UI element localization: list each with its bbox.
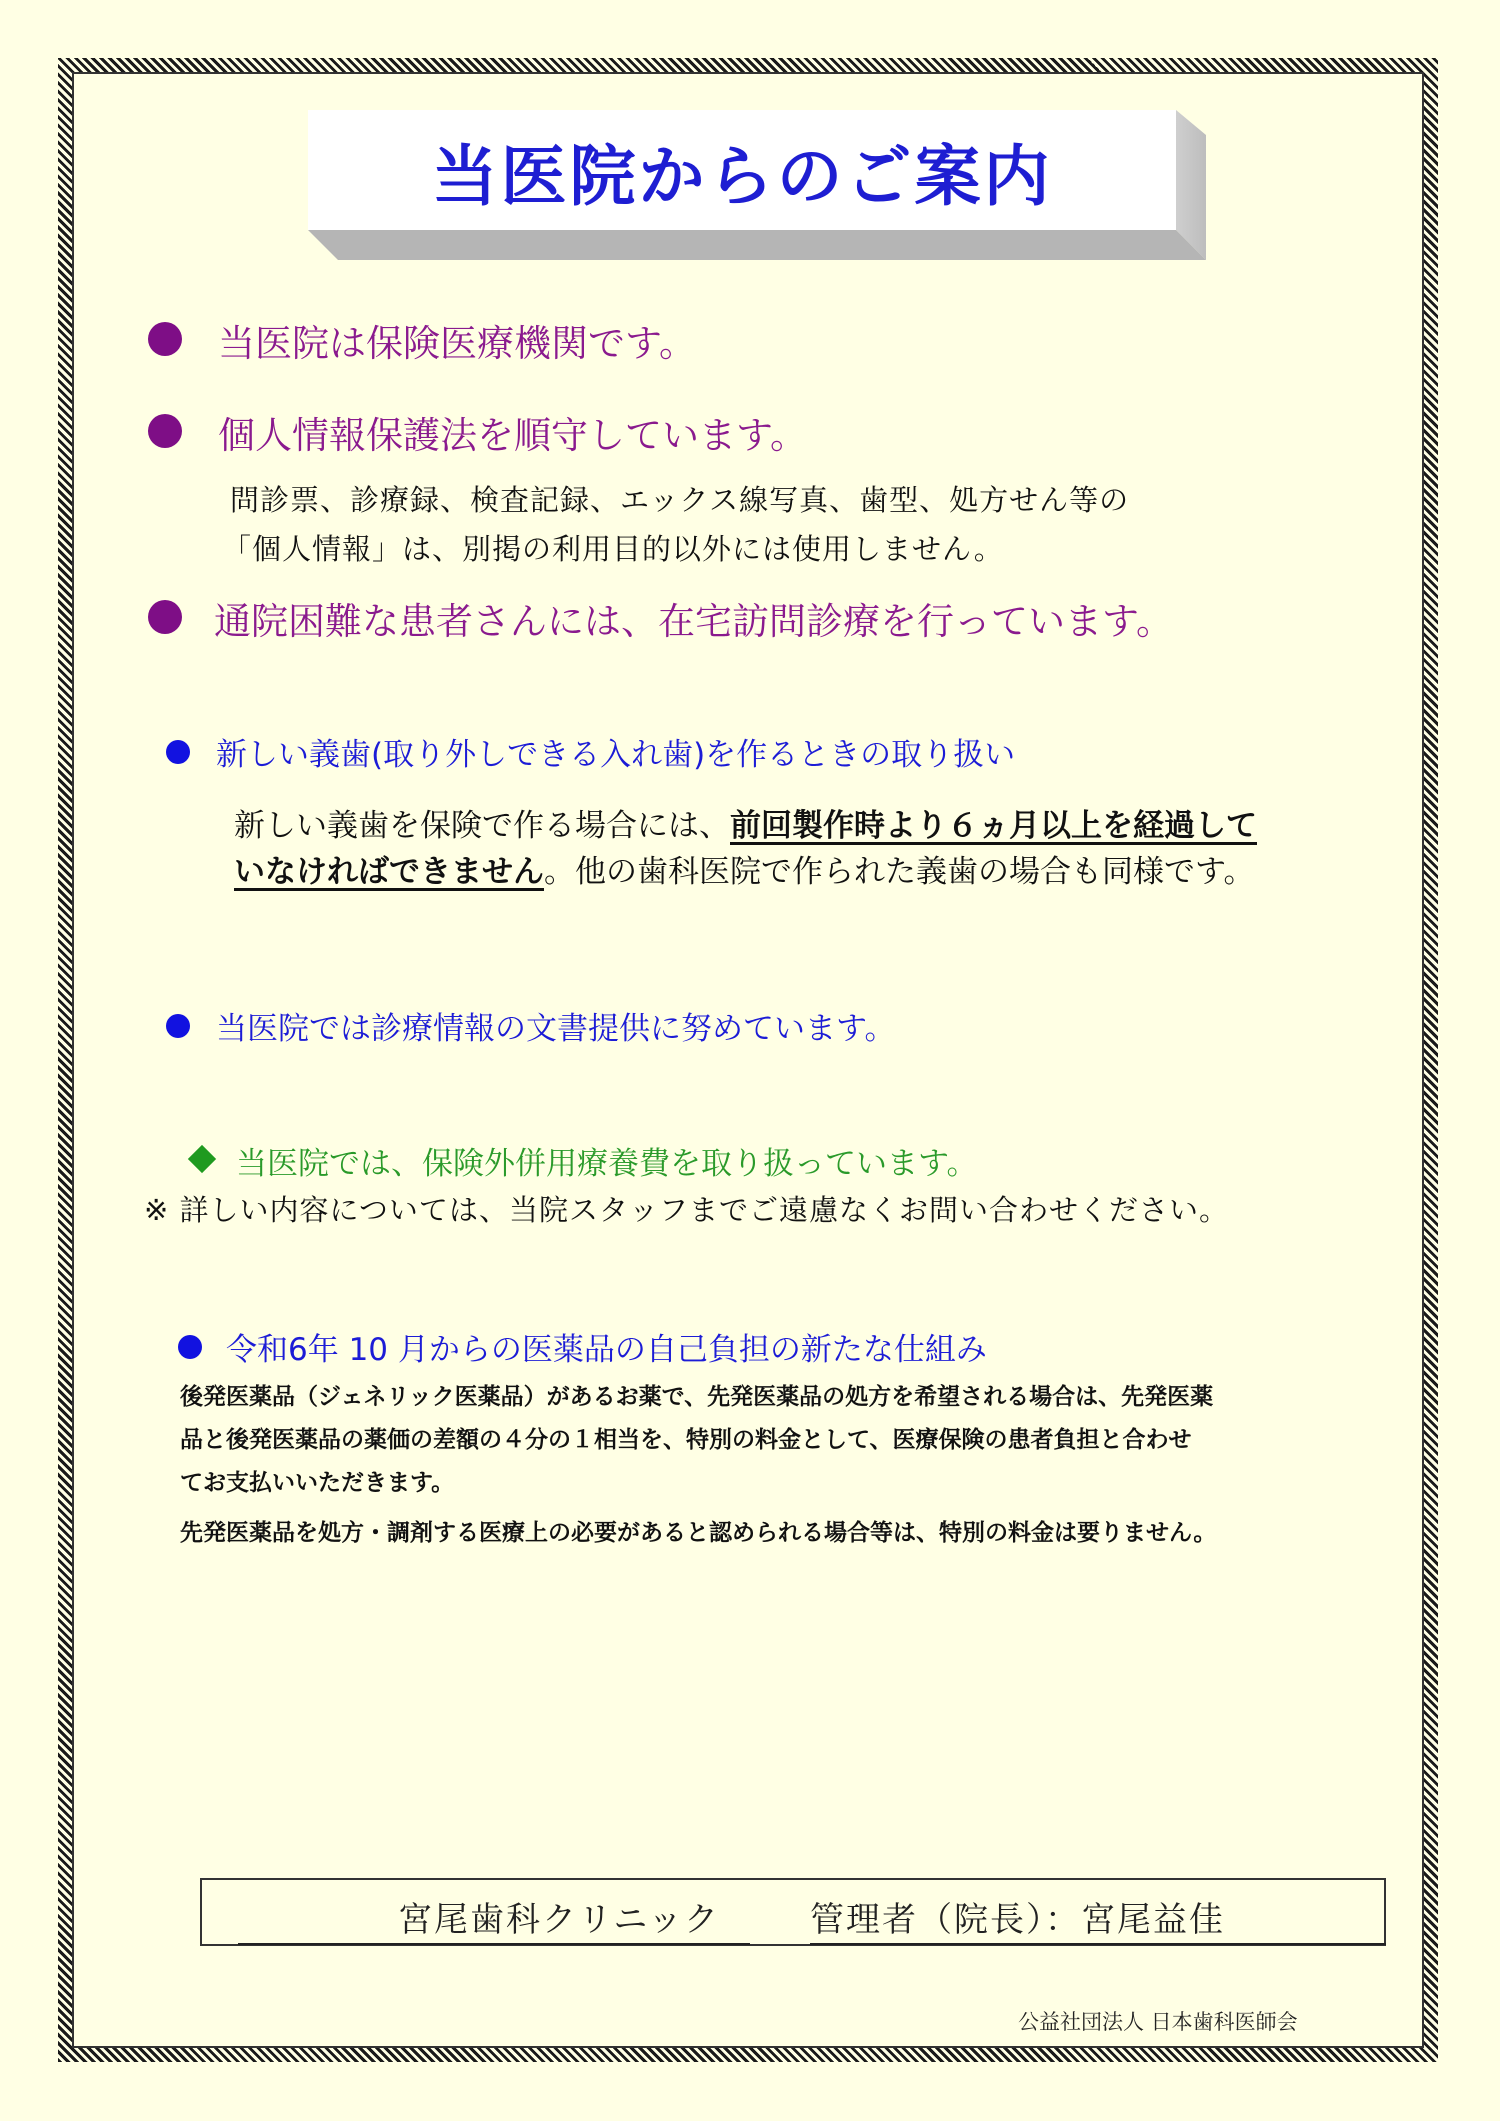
page-title: 当医院からのご案内 [431, 137, 1053, 215]
bullet-icon [148, 414, 182, 448]
home-visit-statement: 通院困難な患者さんには、在宅訪問診療を行っています。 [214, 600, 1174, 643]
bullet-icon [148, 322, 182, 356]
denture-emphasis: 前回製作時より６ヵ月以上を経過して [730, 808, 1257, 844]
denture-emphasis: いなければできません [234, 854, 544, 890]
clinic-manager: 管理者（院長）：宮尾益佳 [810, 1900, 1225, 1940]
inquiry-note: ※ 詳しい内容については、当院スタッフまでご遠慮なくお問い合わせください。 [144, 1193, 1229, 1227]
bullet-icon [148, 600, 182, 634]
signature-underline [238, 1943, 750, 1945]
privacy-detail: 問診票、診療録、検査記録、エックス線写真、歯型、処方せん等の [230, 483, 1130, 517]
generic-text: てお支払いいただきます。 [180, 1470, 455, 1496]
privacy-statement: 個人情報保護法を順守しています。 [218, 414, 808, 457]
generic-text: 後発医薬品（ジェネリック医薬品）があるお薬で、先発医薬品の処方を希望される場合は、先発医薬 [180, 1384, 1214, 1410]
generic-text: 先発医薬品を処方・調剤する医療上の必要があると認められる場合等は、特別の料金は要りません。 [180, 1520, 1217, 1546]
bullet-icon [178, 1335, 202, 1359]
denture-text: 新しい義歯を保険で作る場合には、 [234, 808, 730, 844]
insurance-statement: 当医院は保険医療機関です。 [218, 322, 697, 365]
privacy-detail: 「個人情報」は、別掲の利用目的以外には使用しません。 [222, 532, 1004, 566]
bullet-icon [166, 740, 190, 764]
non-insurance-heading: 当医院では、保険外併用療養費を取り扱っています。 [236, 1146, 978, 1182]
title-3d-bottom [308, 230, 1206, 262]
generic-heading: 令和6年 10 月からの医薬品の自己負担の新たな仕組み [226, 1332, 987, 1368]
bullet-icon [166, 1014, 190, 1038]
generic-text: 品と後発医薬品の薬価の差額の４分の１相当を、特別の料金として、医療保険の患者負担と合わせ [180, 1427, 1192, 1453]
denture-rule-line2 [234, 846, 1255, 891]
signature-underline [810, 1943, 1386, 1945]
documents-heading: 当医院では診療情報の文書提供に努めています。 [216, 1011, 896, 1047]
denture-text: 。他の歯科医院で作られた義歯の場合も同様です。 [544, 854, 1255, 890]
association-name: 公益社団法人 日本歯科医師会 [1018, 2010, 1298, 2034]
denture-rule-line1 [234, 800, 1257, 845]
denture-heading: 新しい義歯(取り外しできる入れ歯)を作るときの取り扱い [216, 737, 1016, 773]
title-banner [308, 110, 1176, 230]
inner-border [72, 72, 1424, 2048]
clinic-name: 宮尾歯科クリニック [398, 1900, 720, 1940]
